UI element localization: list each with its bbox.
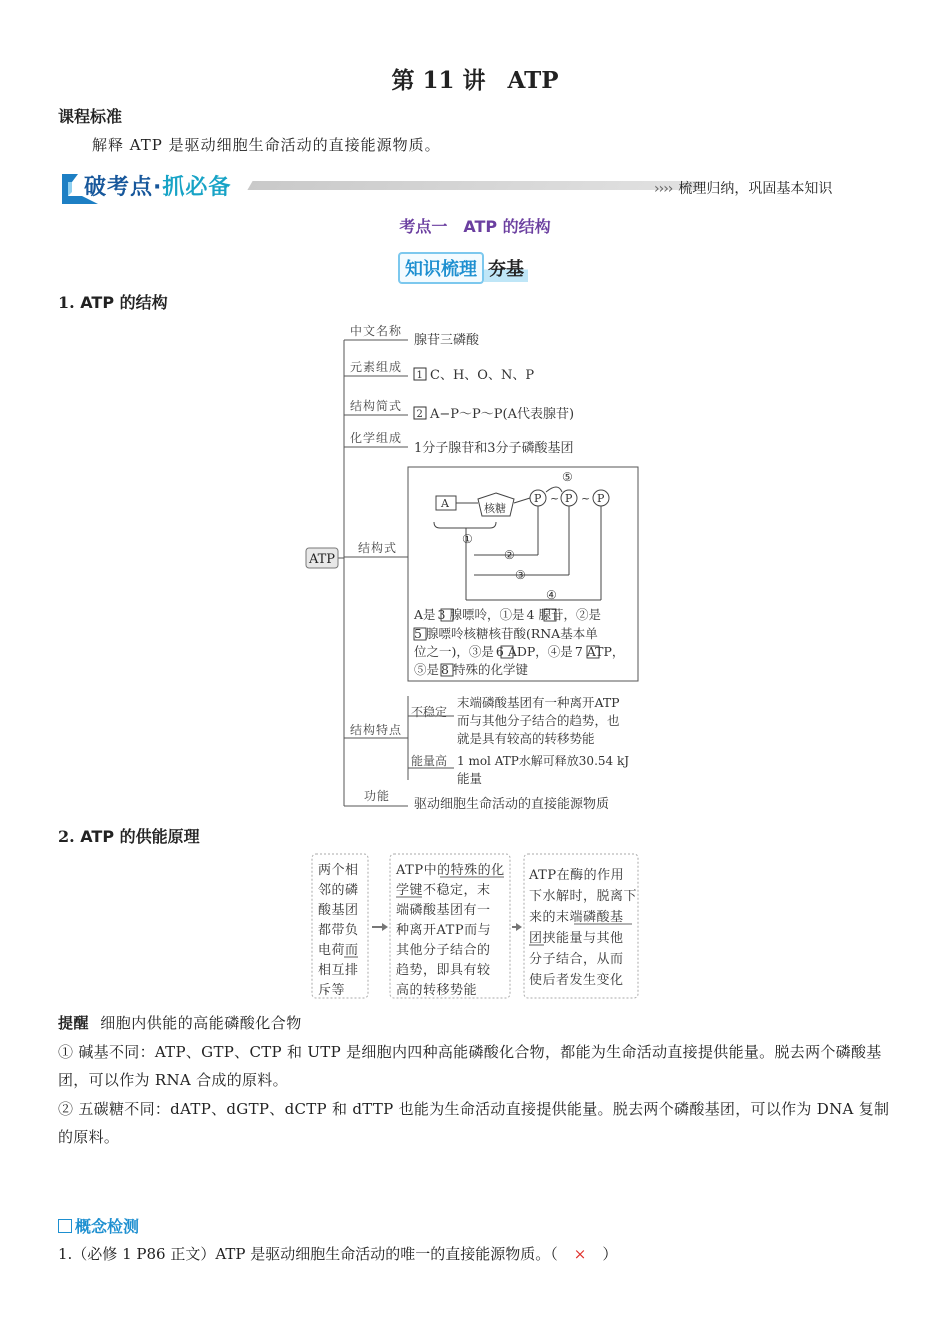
- root-node-atp: ATP: [308, 552, 336, 567]
- standard-text: 解释 ATP 是驱动细胞生命活动的直接能源物质。: [92, 136, 441, 154]
- banner-title-a: 破考点: [84, 175, 154, 200]
- feature-energy-line-2: 能量: [457, 771, 483, 786]
- flow-arrow-2: [512, 923, 522, 931]
- lecture-number: 第 11 讲: [391, 67, 486, 94]
- sub2-text: ATP 的供能原理: [80, 827, 200, 846]
- flow-box2-line: 种离开ATP而与: [396, 923, 492, 938]
- struct-p2: P: [565, 492, 573, 505]
- energy-supply-flow: [310, 852, 650, 1002]
- desc-line-2: 5 腺嘌呤核糖核苷酸(RNA基本单: [414, 626, 598, 641]
- section-banner: [58, 170, 858, 204]
- flow-box1-line: 酸基团: [318, 903, 359, 918]
- flow-box3-line: ATP在酶的作用: [529, 868, 625, 883]
- concept-check-heading: [58, 1214, 139, 1237]
- question-1: [58, 1243, 617, 1264]
- wrong-mark-icon: ×: [573, 1245, 587, 1263]
- section-tag: [398, 252, 528, 280]
- struct-tilde-1: ~: [550, 492, 560, 505]
- question-1-close: ）: [602, 1245, 618, 1263]
- flow-box3-line: 使后者发生变化: [529, 973, 624, 988]
- value-formula: A−P～P～P(A代表腺苷): [430, 407, 575, 422]
- value-composition: 1分子腺苷和3分子磷酸基团: [414, 441, 574, 456]
- atp-mind-map: [300, 318, 660, 818]
- flow-box3-line: 团挟能量与其他: [529, 931, 624, 946]
- flow-box1-line: 邻的磷: [318, 883, 359, 898]
- feature-unstable-line-1: 末端磷酸基团有一种离开ATP: [457, 695, 620, 710]
- branch-label-elements: 元素组成: [350, 360, 403, 374]
- flow-box3-line: 分子结合，从而: [529, 952, 624, 967]
- feature-label-high-energy: 能量高: [411, 754, 448, 768]
- reminder-text: 细胞内供能的高能磷酸化合物: [100, 1014, 302, 1032]
- struct-circle-3: ③: [515, 568, 526, 582]
- struct-a-label: A: [441, 497, 449, 510]
- feature-unstable-line-2: 而与其他分子结合的趋势，也: [457, 713, 620, 728]
- flow-box3-line: 下水解时，脱离下: [529, 889, 638, 904]
- flow-box1-line: 两个相: [318, 863, 359, 878]
- checkbox-square-icon: [58, 1219, 72, 1233]
- branch-label-name: 中文名称: [350, 324, 403, 338]
- flow-box1-line: 都带负: [318, 923, 359, 938]
- standard-heading: 课程标准: [58, 107, 123, 126]
- struct-circle-4: ④: [546, 588, 557, 602]
- chevrons-right-icon: ››››: [654, 181, 673, 197]
- banner-divider-bar: [247, 181, 704, 190]
- banner-title: [84, 170, 231, 201]
- flow-box2-line: ATP中的特殊的化: [396, 863, 505, 878]
- section-title: 考点一 ATP 的结构: [399, 217, 551, 236]
- flow-box2-line: 高的转移势能: [396, 983, 478, 998]
- banner-dot: ·: [153, 175, 163, 200]
- struct-ribose-label: 核糖: [484, 502, 506, 515]
- branch-label-features: 结构特点: [350, 723, 403, 737]
- concept-check-title: 概念检测: [75, 1217, 140, 1236]
- banner-subtitle-text: 梳理归纳，巩固基本知识: [678, 181, 833, 197]
- reminder-item-2: ② 五碳糖不同：dATP、dGTP、dCTP 和 dTTP 也能为生命活动直接提供能量。脱去两个磷酸基团，可以作为 DNA 复制的原料。: [58, 1100, 890, 1146]
- value-function: 驱动细胞生命活动的直接能源物质: [414, 797, 610, 812]
- flow-box3-line: 来的末端磷酸基: [529, 910, 624, 925]
- branch-label-structure: 结构式: [358, 541, 398, 555]
- flow-box1-line: 相互排: [318, 963, 359, 978]
- struct-circle-1: ①: [462, 532, 473, 546]
- banner-title-b: 抓必备: [162, 175, 232, 200]
- desc-line-4: ⑤是 8 特殊的化学键: [414, 662, 528, 677]
- value-elements: C、H、O、N、P: [430, 368, 535, 383]
- num-1: 1: [416, 370, 423, 381]
- lecture-topic: ATP: [507, 67, 559, 94]
- sub2-number: 2: [58, 827, 70, 846]
- struct-p1: P: [534, 492, 542, 505]
- struct-p3: P: [597, 492, 605, 505]
- sub1-text: ATP 的结构: [80, 293, 168, 312]
- subheading-principle: 2. ATP 的供能原理: [58, 827, 200, 846]
- tag-tail: 夯基: [484, 254, 528, 282]
- branch-label-formula: 结构简式: [350, 399, 403, 413]
- flow-box2-line: 端磷酸基团有一: [396, 903, 491, 918]
- question-1-text: 1.（必修 1 P86 正文）ATP 是驱动细胞生命活动的唯一的直接能源物质。（: [58, 1245, 558, 1263]
- branch-label-function: 功能: [364, 789, 391, 803]
- banner-subtitle: [654, 178, 832, 198]
- reminder-heading: [58, 1012, 302, 1033]
- flow-box2-line: 学键不稳定，末: [396, 883, 491, 898]
- page-title: [0, 62, 950, 95]
- num-2: 2: [416, 409, 423, 420]
- reminder-label: 提醒: [58, 1014, 90, 1032]
- flow-box2-line: 其他分子结合的: [396, 943, 491, 958]
- struct-circle-5: ⑤: [562, 470, 573, 484]
- flow-box1-line: 斥等: [318, 983, 346, 998]
- branch-label-composition: 化学组成: [350, 431, 403, 445]
- struct-description: [413, 607, 624, 677]
- tag-box: 知识梳理: [398, 252, 484, 284]
- flow-arrow-1: [372, 923, 388, 931]
- feature-unstable-line-3: 就是具有较高的转移势能: [457, 731, 595, 746]
- feature-label-unstable: 不稳定: [411, 705, 448, 719]
- struct-tilde-2: ~: [581, 492, 591, 505]
- struct-circle-2: ②: [504, 548, 515, 562]
- value-chinese-name: 腺苷三磷酸: [414, 333, 480, 348]
- feature-energy-line-1: 1 mol ATP水解可释放30.54 kJ: [457, 754, 630, 768]
- reminder-item-1: ① 碱基不同：ATP、GTP、CTP 和 UTP 是细胞内四种高能磷酸化合物，都能为生命活动直接提供能量。脱去两个磷酸基团，可以作为 RNA 合成的原料。: [58, 1043, 882, 1089]
- desc-line-1: A是 3 腺嘌呤，①是 4 腺苷，②是: [414, 607, 601, 622]
- flow-box2-line: 趋势，即具有较: [396, 963, 491, 978]
- sub1-number: 1: [58, 293, 70, 312]
- subheading-structure: 1. ATP 的结构: [58, 293, 168, 312]
- flow-box1-line: 电荷而: [318, 943, 359, 958]
- desc-line-3: 位之一)，③是 6 ADP，④是 7 ATP，: [414, 644, 625, 659]
